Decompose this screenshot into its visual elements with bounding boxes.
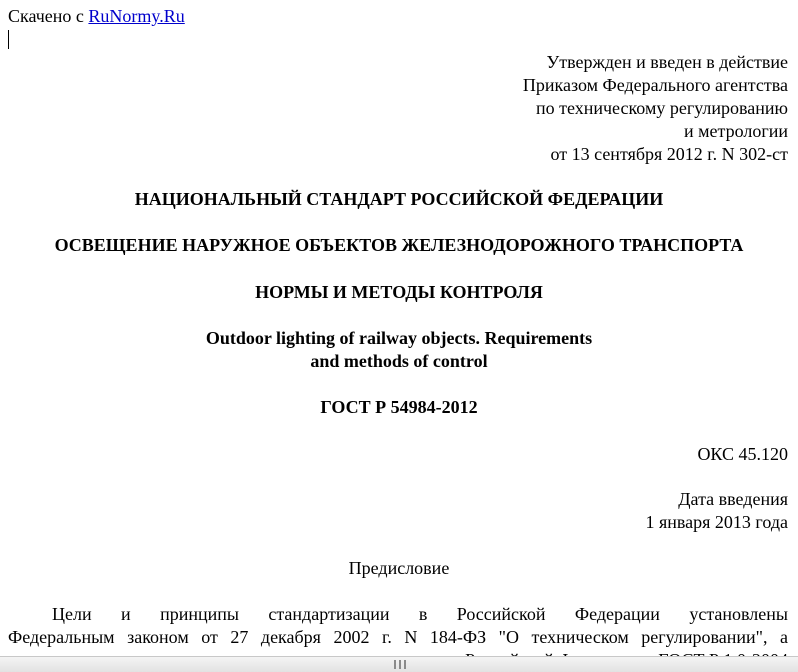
approval-line-2: Приказом Федерального агентства	[522, 75, 788, 95]
preface-word: Российской	[456, 604, 546, 624]
preface-line-2	[8, 626, 788, 649]
oks-code: ОКС 45.120	[697, 444, 788, 464]
standard-subject-title: ОСВЕЩЕНИЕ НАРУЖНОЕ ОБЪЕКТОВ ЖЕЛЕЗНОДОРОЖНОГО ТРАНСПОРТА	[54, 235, 744, 255]
gost-number: ГОСТ Р 54984-2012	[320, 397, 478, 417]
scrollbar-grip-icon[interactable]	[394, 660, 406, 669]
preface-word: в	[418, 604, 428, 624]
preface-word: декабря	[260, 627, 321, 647]
preface-word: "О	[498, 627, 519, 647]
approval-line-3: по техническому регулированию	[535, 98, 788, 118]
preface-word: законом	[127, 627, 189, 647]
approval-block	[523, 51, 788, 166]
preface-word: и	[121, 604, 131, 624]
approval-line-5: от 13 сентября 2012 г. N 302-ст	[550, 144, 788, 164]
english-title-line-2: and methods of control	[310, 351, 488, 371]
intro-date-label: Дата введения	[678, 489, 788, 509]
runormy-link[interactable]: RuNormy.Ru	[88, 6, 185, 26]
intro-date-value: 1 января 2013 года	[645, 512, 788, 532]
approval-line-1: Утвержден и введен в действие	[546, 52, 788, 72]
preface-word: 27	[230, 627, 249, 647]
horizontal-scrollbar[interactable]	[0, 656, 798, 672]
preface-word: установлены	[689, 604, 788, 624]
preface-word: от	[201, 627, 218, 647]
preface-word: г.	[381, 627, 392, 647]
preface-word: а	[779, 627, 788, 647]
download-prefix: Скачено с	[8, 6, 84, 26]
preface-word: регулировании",	[641, 627, 768, 647]
preface-word: стандартизации	[268, 604, 390, 624]
preface-word: 2002	[333, 627, 370, 647]
preface-word: принципы	[160, 604, 239, 624]
national-standard-title: НАЦИОНАЛЬНЫЙ СТАНДАРТ РОССИЙСКОЙ ФЕДЕРАЦИИ	[134, 189, 664, 209]
preface-heading: Предисловие	[348, 558, 450, 578]
preface-line-1	[8, 603, 788, 626]
preface-word: N	[404, 627, 418, 647]
preface-word: 184-ФЗ	[429, 627, 487, 647]
approval-line-4: и метрологии	[684, 121, 788, 141]
preface-word: техническом	[531, 627, 629, 647]
norms-title: НОРМЫ И МЕТОДЫ КОНТРОЛЯ	[255, 282, 543, 302]
preface-word: Федеральным	[8, 627, 115, 647]
text-cursor	[8, 30, 9, 49]
preface-word: Цели	[52, 604, 92, 624]
english-title-line-1: Outdoor lighting of railway objects. Requirements	[205, 328, 593, 348]
download-source-line	[8, 5, 185, 28]
preface-word: Федерации	[574, 604, 660, 624]
